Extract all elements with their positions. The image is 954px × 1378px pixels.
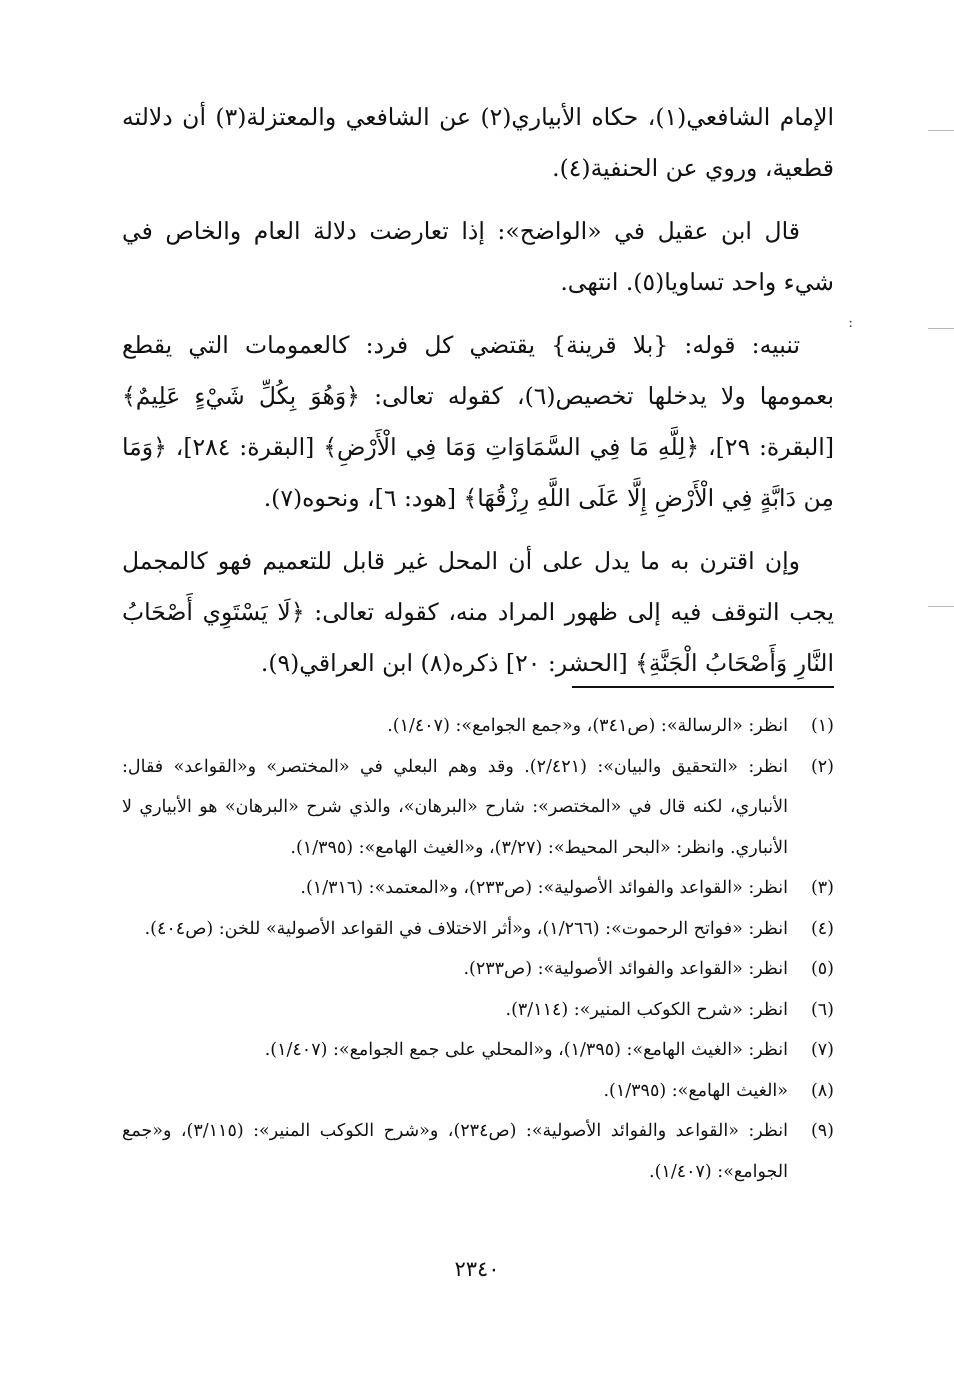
footnote-number: (٦) — [810, 999, 834, 1020]
footnote-text: انظر: «الغيث الهامع»: (١/٣٩٥)، و«المحلي على جمع الجوامع»: (١/٤٠٧). — [264, 1040, 788, 1060]
footnote — [122, 706, 834, 747]
footnote-text: انظر: «التحقيق والبيان»: (٢/٤٢١). وقد وهم البعلي في «المختصر» و«القواعد» فقال: الأنباري، لكنه قال في «المختصر»: شارح «البرهان»، والذي شرح «البرهان» هو الأبياري لا الأنباري. وانظر: «البحر المحيط»: (٣/٢٧)، و«الغيث الهامع»: (١/٣٩٥). — [122, 756, 788, 858]
footnote — [122, 747, 834, 869]
footnote-number: (٥) — [810, 959, 834, 979]
footnote-text: انظر: «القواعد والفوائد الأصولية»: (ص٢٣٣)، و«المعتمد»: (١/٣١٦). — [300, 878, 788, 898]
page-edge-mark — [928, 130, 954, 131]
footnote-number: (١) — [810, 716, 834, 736]
footnote — [122, 1111, 834, 1192]
footnote-text: «الغيث الهامع»: (١/٣٩٥). — [603, 1080, 788, 1101]
footnote-number: (٨) — [810, 1080, 834, 1101]
footnotes — [122, 706, 834, 1192]
footnote — [122, 990, 834, 1031]
footnote-number: (٢) — [810, 756, 834, 777]
footnote-number: (٣) — [810, 878, 834, 898]
paragraph: الإمام الشافعي(١)، حكاه الأبياري(٢) عن الشافعي والمعتزلة(٣) أن دلالته قطعية، وروي عن الحنفية(٤). — [122, 103, 835, 182]
page-edge-mark — [928, 328, 954, 329]
main-text — [122, 92, 834, 701]
footnote-number: (٤) — [810, 918, 834, 939]
page-edge-mark — [928, 606, 954, 607]
footnote-text: انظر: «فواتح الرحموت»: (١/٢٦٦)، و«أثر الاختلاف في القواعد الأصولية» للخن: (ص٤٠٤). — [144, 918, 788, 939]
footnote-text: انظر: «شرح الكوكب المنير»: (٣/١١٤). — [505, 999, 788, 1020]
page-number: ٢٣٤٠ — [454, 1257, 500, 1281]
paragraph: وإن اقترن به ما يدل على أن المحل غير قابل للتعميم فهو كالمجمل يجب التوقف فيه إلى ظهور المراد منه، كقوله تعالى: ﴿لَا يَسْتَوِي أَصْحَابُ النَّارِ وَأَصْحَابُ الْجَنَّةِ﴾ [الحشر: ٢٠] ذكره(٨) ابن العراقي(٩). — [122, 547, 834, 677]
footnote-text: انظر: «القواعد والفوائد الأصولية»: (ص٢٣٣). — [463, 959, 788, 979]
footnote-text: انظر: «القواعد والفوائد الأصولية»: (ص٢٣٤)، و«شرح الكوكب المنير»: (٣/١١٥)، و«جمع الجوامع»: (١/٤٠٧). — [122, 1121, 788, 1182]
footnote — [122, 1071, 834, 1112]
footnote-number: (٩) — [810, 1121, 834, 1141]
paragraph: قال ابن عقيل في «الواضح»: إذا تعارضت دلالة العام والخاص في شيء واحد تساويا(٥). انتهى. — [122, 217, 834, 296]
footnote-separator — [572, 686, 834, 688]
footnote-text: انظر: «الرسالة»: (ص٣٤١)، و«جمع الجوامع»: (١/٤٠٧). — [387, 716, 788, 736]
paragraph: تنبيه: قوله: {بلا قرينة} يقتضي كل فرد: كالعمومات التي يقطع بعمومها ولا يدخلها تخصيص(٦)، كقوله تعالى: ﴿وَهُوَ بِكُلِّ شَيْءٍ عَلِيمٌ﴾ [البقرة: ٢٩]، ﴿لِلَّهِ مَا فِي السَّمَاوَاتِ وَمَا فِي الْأَرْضِ﴾ [البقرة: ٢٨٤]، ﴿وَمَا مِن دَابَّةٍ فِي الْأَرْضِ إِلَّا عَلَى اللَّهِ رِزْقُهَا﴾ [هود: ٦]، ونحوه(٧). — [122, 331, 834, 512]
footnote — [122, 949, 834, 990]
footnote — [122, 868, 834, 909]
footnote — [122, 1030, 834, 1071]
footnote-number: (٧) — [810, 1040, 834, 1060]
footnote — [122, 909, 834, 950]
margin-mark: : — [848, 315, 853, 331]
